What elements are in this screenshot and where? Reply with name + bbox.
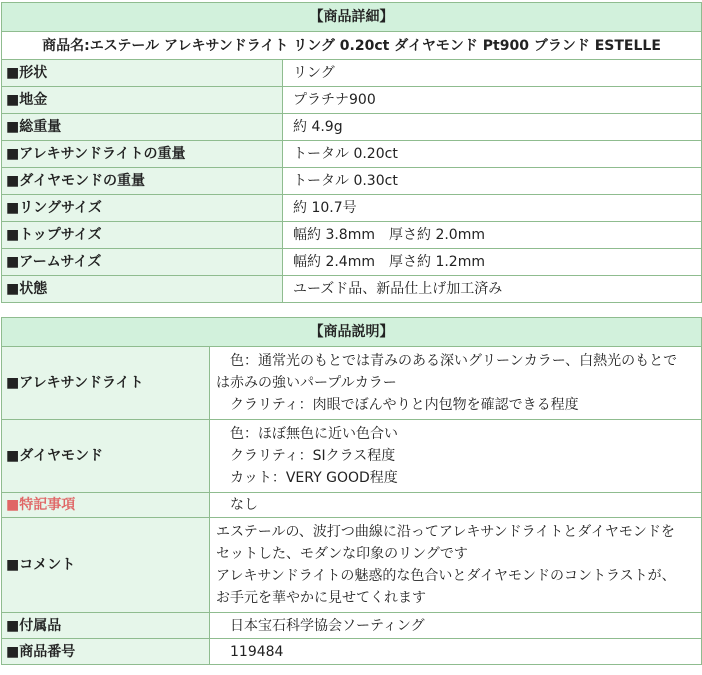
description-value: 119484: [210, 639, 702, 665]
description-value: [210, 347, 702, 420]
details-label: ■状態: [2, 276, 283, 303]
details-value: トータル 0.20ct: [283, 141, 702, 168]
description-line: エステールの、波打つ曲線に沿ってアレキサンドライトとダイヤモンドを: [216, 524, 675, 540]
description-row-diamond: [2, 420, 702, 493]
description-value: なし: [210, 493, 702, 518]
description-line: 色：通常光のもとでは青みのある深いグリーンカラー、白熱光のもとで: [216, 353, 678, 369]
details-row-alexandrite-weight: [2, 141, 702, 168]
description-line: アレキサンドライトの魅惑的な色合いとダイヤモンドのコントラストが、: [216, 568, 676, 584]
description-line: クラリティ：SIクラス程度: [216, 448, 396, 464]
product-description-table: [1, 317, 702, 665]
details-value: ユーズド品、新品仕上げ加工済み: [283, 276, 702, 303]
details-label: ■ダイヤモンドの重量: [2, 168, 283, 195]
description-label: ■アレキサンドライト: [2, 347, 210, 420]
description-line: 色：ほぼ無色に近い色合い: [216, 426, 398, 442]
description-label: ■コメント: [2, 518, 210, 613]
description-value: [210, 518, 702, 613]
description-label: ■ダイヤモンド: [2, 420, 210, 493]
details-row-metal: [2, 87, 702, 114]
description-line: カット：VERY GOOD程度: [216, 470, 398, 486]
details-row-arm-size: [2, 249, 702, 276]
details-label: ■総重量: [2, 114, 283, 141]
details-row-total-weight: [2, 114, 702, 141]
details-value: プラチナ900: [283, 87, 702, 114]
details-label: ■地金: [2, 87, 283, 114]
description-label: ■商品番号: [2, 639, 210, 665]
description-row-special: [2, 493, 702, 518]
description-line: お手元を華やかに見せてくれます: [216, 590, 426, 606]
details-row-top-size: [2, 222, 702, 249]
description-value: 日本宝石科学協会ソーティング: [210, 613, 702, 639]
product-details-table: [1, 2, 702, 303]
details-value: トータル 0.30ct: [283, 168, 702, 195]
details-label: ■形状: [2, 60, 283, 87]
description-line: は赤みの強いパープルカラー: [216, 375, 397, 391]
details-value: 幅約 3.8mm 厚さ約 2.0mm: [283, 222, 702, 249]
details-value: 約 10.7号: [283, 195, 702, 222]
details-row-diamond-weight: [2, 168, 702, 195]
description-line: セットした、モダンな印象のリングです: [216, 546, 468, 562]
details-label: ■アームサイズ: [2, 249, 283, 276]
details-row-ring-size: [2, 195, 702, 222]
details-value: 幅約 2.4mm 厚さ約 1.2mm: [283, 249, 702, 276]
description-row-accessories: [2, 613, 702, 639]
description-row-comment: [2, 518, 702, 613]
details-value: 約 4.9g: [283, 114, 702, 141]
details-row-condition: [2, 276, 702, 303]
details-row-shape: [2, 60, 702, 87]
product-title: 商品名:エステール アレキサンドライト リング 0.20ct ダイヤモンド Pt900 ブランド ESTELLE: [2, 32, 702, 60]
details-label: ■リングサイズ: [2, 195, 283, 222]
details-header: 【商品詳細】: [2, 3, 702, 32]
description-value: [210, 420, 702, 493]
description-row-alexandrite: [2, 347, 702, 420]
description-label: ■付属品: [2, 613, 210, 639]
description-line: クラリティ：肉眼でぼんやりと内包物を確認できる程度: [216, 397, 579, 413]
description-header: 【商品説明】: [2, 318, 702, 347]
description-row-item-number: [2, 639, 702, 665]
details-label: ■アレキサンドライトの重量: [2, 141, 283, 168]
special-notes-label: ■特記事項: [2, 493, 210, 518]
details-label: ■トップサイズ: [2, 222, 283, 249]
details-value: リング: [283, 60, 702, 87]
